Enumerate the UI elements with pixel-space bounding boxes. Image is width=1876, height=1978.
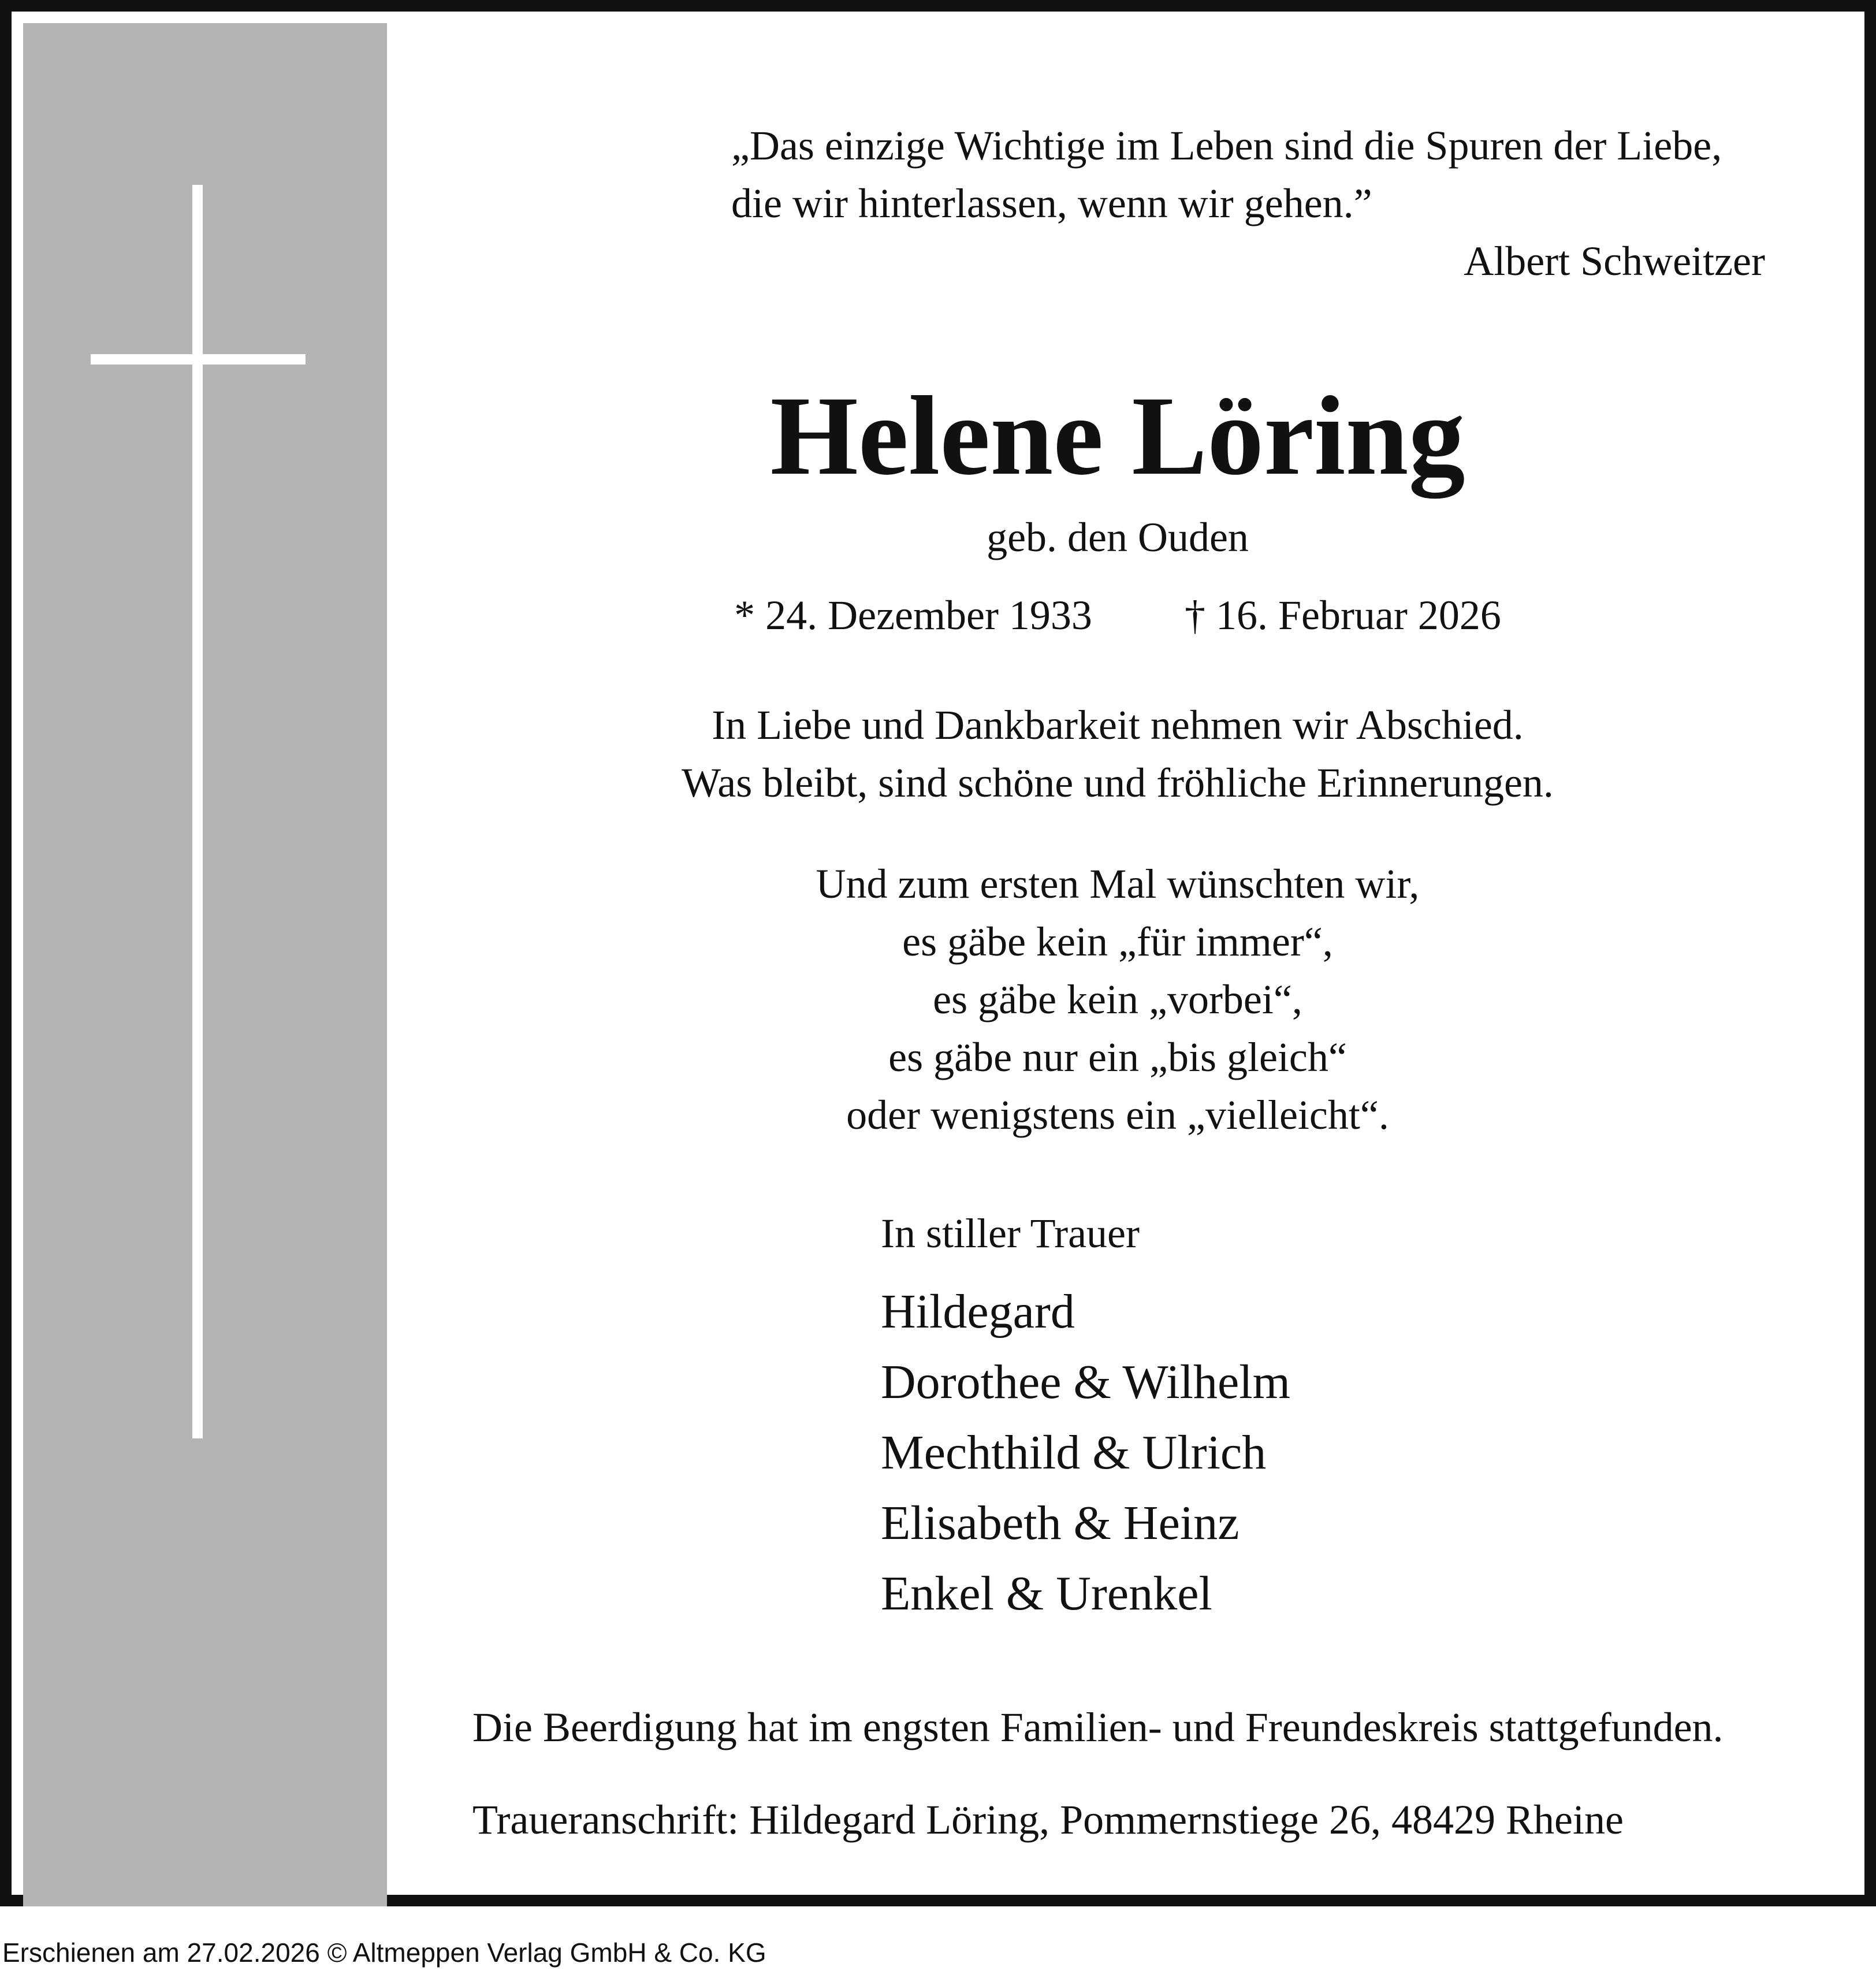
maiden-name: geb. den Ouden xyxy=(987,514,1249,560)
life-dates xyxy=(387,586,1848,644)
death-date: † 16. Februar 2026 xyxy=(1184,592,1501,638)
farewell-line: In Liebe und Dankbarkeit nehmen wir Abschied. xyxy=(712,702,1524,748)
poem-line: es gäbe kein „für immer“, xyxy=(902,919,1333,965)
birth-date: * 24. Dezember 1933 xyxy=(734,592,1092,638)
side-panel xyxy=(23,23,387,1906)
mourner-name: Elisabeth & Heinz xyxy=(881,1496,1240,1550)
poem xyxy=(387,855,1848,1144)
quote-line: „Das einzige Wichtige im Leben sind die Spuren der Liebe, xyxy=(731,122,1722,169)
quote-author: Albert Schweitzer xyxy=(1464,238,1765,284)
quote-line: die wir hinterlassen, wenn wir gehen.” xyxy=(731,180,1372,226)
mourner-name: Hildegard xyxy=(881,1285,1075,1339)
cross-horizontal-beam xyxy=(91,354,306,365)
mourning-address: Traueranschrift: Hildegard Löring, Pommernstiege 26, 48429 Rheine xyxy=(472,1797,1624,1843)
farewell-line: Was bleibt, sind schöne und fröhliche Erinnerungen. xyxy=(682,760,1554,806)
poem-line: oder wenigstens ein „vielleicht“. xyxy=(846,1092,1389,1138)
mourner-name: Mechthild & Ulrich xyxy=(881,1426,1267,1479)
poem-line: es gäbe kein „vorbei“, xyxy=(933,976,1302,1023)
mourner-name: Dorothee & Wilhelm xyxy=(881,1355,1290,1409)
mourners-intro: In stiller Trauer xyxy=(881,1210,1140,1256)
quote-block xyxy=(731,117,1765,290)
deceased-name: Helene Löring xyxy=(770,373,1465,499)
cross-vertical-beam xyxy=(192,185,203,1438)
mourners-list xyxy=(881,1204,1290,1629)
publication-footer: Erschienen am 27.02.2026 © Altmeppen Verlag GmbH & Co. KG xyxy=(2,1938,766,1968)
mourner-name: Enkel & Urenkel xyxy=(881,1567,1212,1620)
farewell-text xyxy=(387,696,1848,812)
poem-line: Und zum ersten Mal wünschten wir, xyxy=(816,861,1420,907)
burial-note: Die Beerdigung hat im engsten Familien- und Freundeskreis stattgefunden. xyxy=(472,1704,1724,1750)
poem-line: es gäbe nur ein „bis gleich“ xyxy=(888,1034,1347,1080)
obituary-content xyxy=(387,23,1876,1906)
